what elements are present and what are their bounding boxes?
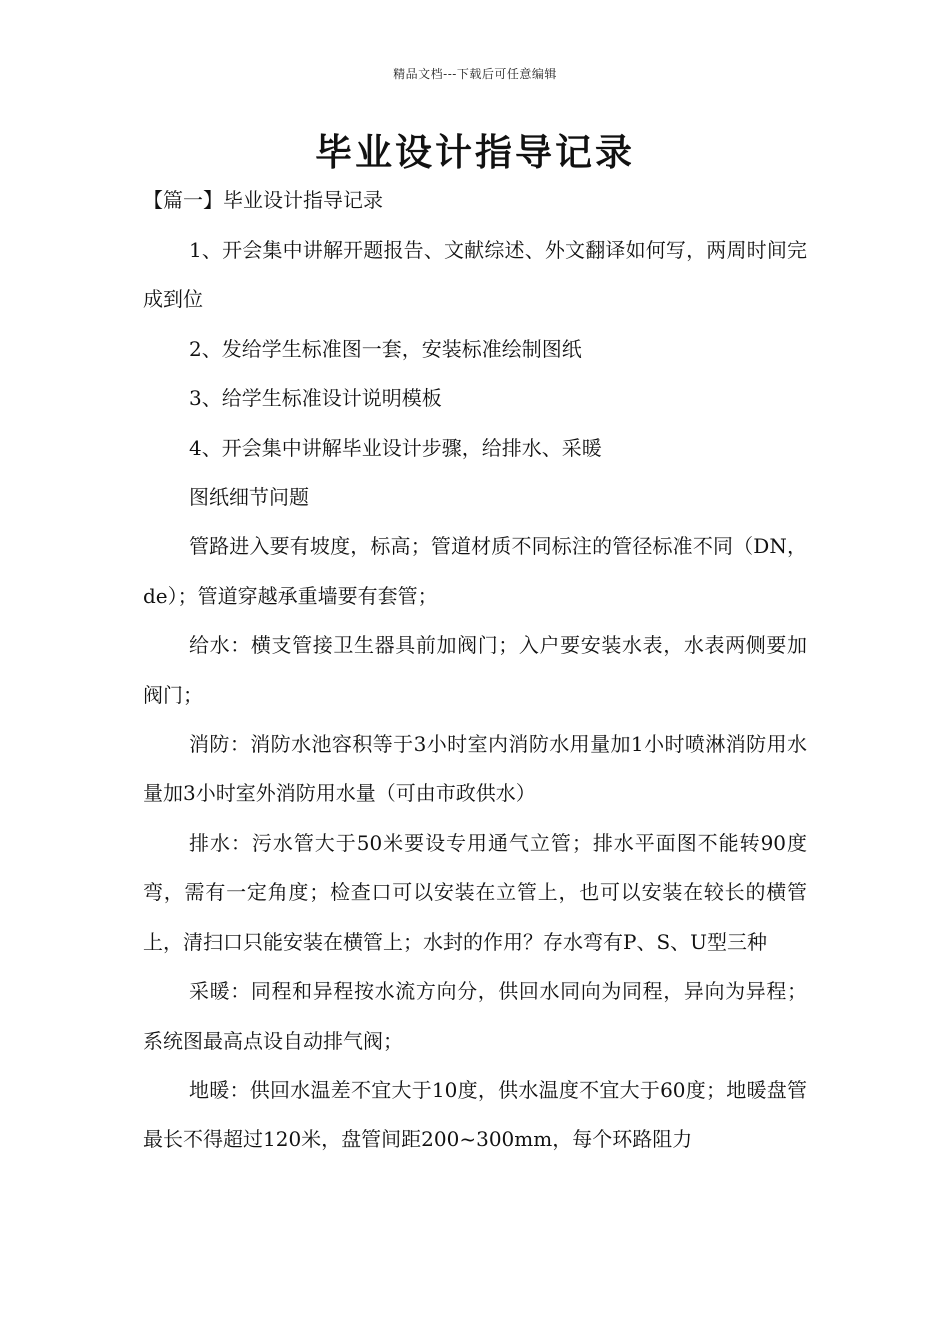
paragraph-drainage: 排水：污水管大于50米要设专用通气立管；排水平面图不能转90度弯，需有一定角度；检查口可以安装在立管上，也可以安装在较长的横管上，清扫口只能安装在横管上；水封的作用？存水弯有P、S、U型三种: [143, 830, 807, 954]
document-title: 毕业设计指导记录: [315, 130, 635, 174]
paragraph-item-4: 4、开会集中讲解毕业设计步骤，给排水、采暖: [189, 435, 602, 460]
section-heading: 【篇一】毕业设计指导记录: [143, 188, 383, 212]
document-body: [143, 226, 807, 1165]
paragraph-water-supply: 给水：横支管接卫生器具前加阀门；入户要安装水表，水表两侧要加阀门；: [143, 633, 807, 707]
paragraph-drawing-details: 图纸细节问题: [189, 485, 309, 510]
paragraph-heating: 采暖：同程和异程按水流方向分，供回水同向为同程，异向为异程；系统图最高点设自动排气阀；: [143, 979, 807, 1053]
paragraph-item-3: 3、给学生标准设计说明模板: [189, 386, 442, 411]
paragraph-item-1: 1、开会集中讲解开题报告、文献综述、外文翻译如何写，两周时间完成到位: [143, 238, 807, 312]
paragraph-fire-protection: 消防：消防水池容积等于3小时室内消防水用量加1小时喷淋消防用水量加3小时室外消防用水量（可由市政供水）: [143, 732, 807, 806]
paragraph-piping: 管路进入要有坡度，标高；管道材质不同标注的管径标准不同（DN，de）；管道穿越承重墙要有套管；: [143, 534, 807, 608]
page-header-note: 精品文档---下载后可任意编辑: [393, 67, 557, 81]
paragraph-item-2: 2、发给学生标准图一套，安装标准绘制图纸: [189, 336, 582, 361]
paragraph-floor-heating: 地暖：供回水温差不宜大于10度，供水温度不宜大于60度；地暖盘管最长不得超过120米，盘管间距200~300mm，每个环路阻力: [143, 1077, 807, 1152]
